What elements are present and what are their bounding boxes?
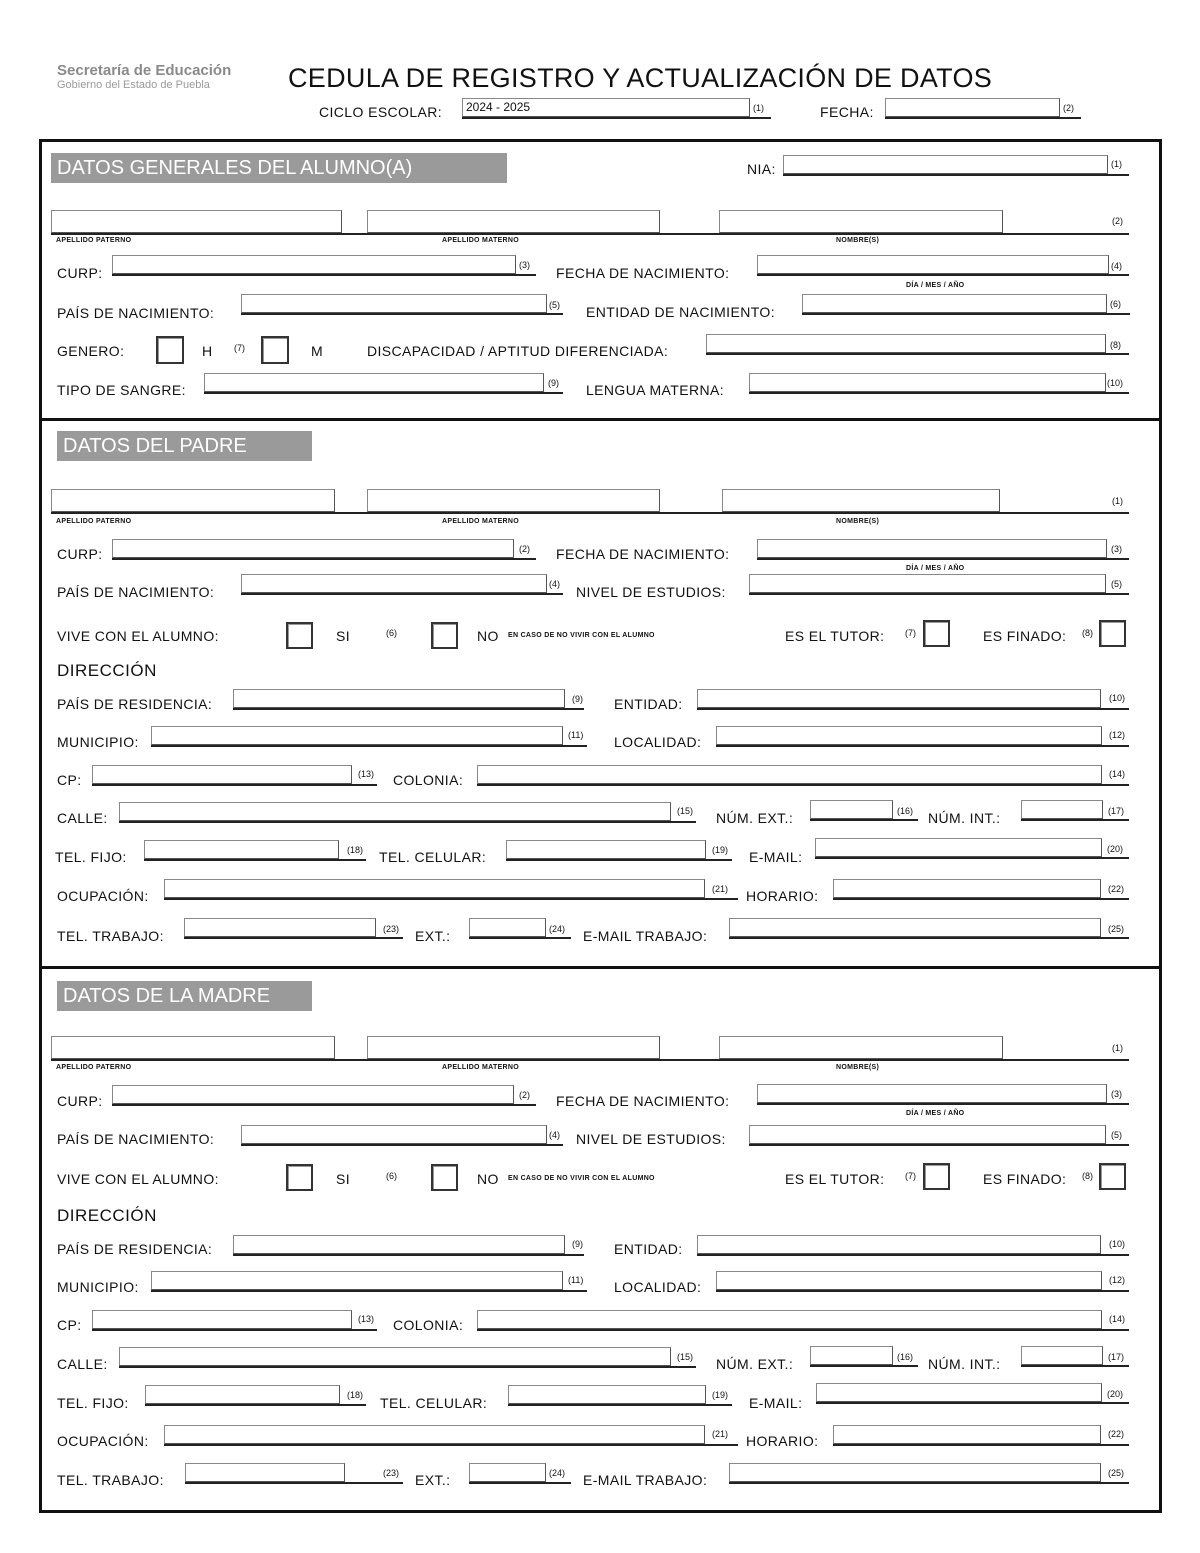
- madre-tutor-num: (7): [905, 1171, 916, 1181]
- alumno-pais-underline: [241, 313, 563, 315]
- madre-tfijo-num: (18): [347, 1390, 364, 1400]
- padre-vive-num: (6): [386, 628, 397, 638]
- madre-names-underline: [51, 1059, 1129, 1061]
- madre-pres-num: (9): [572, 1239, 583, 1249]
- padre-pais-field[interactable]: [241, 574, 547, 593]
- padre-email-num: (20): [1107, 844, 1124, 854]
- padre-horario-field[interactable]: [833, 879, 1101, 898]
- padre-ext-underline: [469, 937, 571, 939]
- madre-mun-num: (11): [568, 1275, 584, 1285]
- padre-etrab-label: E-MAIL TRABAJO:: [583, 928, 708, 944]
- madre-pais-field[interactable]: [241, 1125, 547, 1144]
- padre-curp-field[interactable]: [112, 539, 514, 558]
- alumno-disc-label: DISCAPACIDAD / APTITUD DIFERENCIADA:: [367, 343, 669, 359]
- madre-col-num: (14): [1109, 1314, 1126, 1324]
- madre-fnac-hint: DÍA / MES / AÑO: [906, 1110, 965, 1117]
- padre-loc-field[interactable]: [716, 726, 1102, 745]
- madre-pres-underline: [233, 1254, 584, 1256]
- alumno-curp-underline: [112, 274, 536, 276]
- padre-ocup-field[interactable]: [164, 879, 705, 898]
- genero-m-checkbox[interactable]: [261, 336, 289, 364]
- madre-col-field[interactable]: [477, 1310, 1102, 1329]
- madre-nint-label: NÚM. INT.:: [928, 1356, 1001, 1372]
- alumno-sangre-field[interactable]: [204, 373, 544, 392]
- padre-loc-num: (12): [1109, 730, 1126, 740]
- alumno-ap-materno-field[interactable]: [367, 210, 660, 233]
- padre-tcel-label: TEL. CELULAR:: [379, 849, 487, 865]
- padre-next-underline: [810, 819, 918, 821]
- madre-loc-underline: [716, 1290, 1129, 1292]
- padre-nombres-caption: NOMBRE(S): [836, 518, 880, 525]
- padre-horario-underline: [833, 898, 1129, 900]
- madre-next-label: NÚM. EXT.:: [716, 1356, 794, 1372]
- madre-tutor-label: ES EL TUTOR:: [785, 1171, 885, 1187]
- padre-fnac-label: FECHA DE NACIMIENTO:: [556, 546, 730, 562]
- madre-etrab-underline: [729, 1482, 1129, 1484]
- alumno-fnac-num: (4): [1111, 261, 1122, 271]
- padre-ent-field[interactable]: [697, 689, 1101, 708]
- padre-tutor-checkbox[interactable]: [923, 620, 950, 647]
- genero-h-checkbox[interactable]: [156, 336, 184, 364]
- alumno-names-underline: [51, 233, 1129, 235]
- padre-fnac-num: (3): [1111, 544, 1122, 554]
- padre-email-field[interactable]: [815, 838, 1102, 857]
- padre-nint-num: (17): [1108, 806, 1125, 816]
- padre-vive-no-checkbox[interactable]: [431, 622, 458, 649]
- padre-pais-num: (4): [549, 579, 560, 589]
- madre-curp-label: CURP:: [57, 1093, 103, 1109]
- madre-email-underline: [816, 1402, 1129, 1404]
- madre-names-num: (1): [1112, 1043, 1123, 1053]
- alumno-entidad-field[interactable]: [802, 294, 1107, 313]
- padre-direccion-heading: DIRECCIÓN: [57, 661, 157, 680]
- madre-loc-label: LOCALIDAD:: [614, 1279, 702, 1295]
- madre-ent-label: ENTIDAD:: [614, 1241, 683, 1257]
- madre-col-label: COLONIA:: [393, 1317, 464, 1333]
- padre-ap-materno-field[interactable]: [367, 489, 660, 512]
- madre-direccion-heading: DIRECCIÓN: [57, 1206, 157, 1225]
- madre-ent-num: (10): [1109, 1239, 1126, 1249]
- madre-mun-field[interactable]: [151, 1271, 563, 1290]
- madre-fnac-underline: [757, 1103, 1129, 1105]
- padre-nint-underline: [1021, 819, 1129, 821]
- alumno-curp-field[interactable]: [112, 255, 516, 274]
- padre-vive-si-checkbox[interactable]: [286, 622, 313, 649]
- alumno-fnac-underline: [757, 274, 1129, 276]
- padre-ap-materno-caption: APELLIDO MATERNO: [442, 518, 520, 525]
- padre-estudios-label: NIVEL DE ESTUDIOS:: [576, 584, 726, 600]
- padre-heading: DATOS DEL PADRE: [57, 431, 312, 461]
- padre-finado-label: ES FINADO:: [983, 628, 1067, 644]
- madre-vive-si-checkbox[interactable]: [286, 1164, 313, 1191]
- madre-ttrab-field[interactable]: [185, 1463, 345, 1482]
- madre-mun-label: MUNICIPIO:: [57, 1279, 139, 1295]
- padre-finado-checkbox[interactable]: [1099, 620, 1126, 647]
- madre-cp-underline: [92, 1329, 377, 1331]
- nia-num: (1): [1111, 159, 1122, 169]
- madre-heading: DATOS DE LA MADRE: [57, 981, 312, 1011]
- padre-horario-num: (22): [1108, 884, 1125, 894]
- alumno-pais-field[interactable]: [241, 294, 547, 313]
- padre-nombres-field[interactable]: [722, 489, 1000, 512]
- nia-label: NIA:: [747, 161, 776, 177]
- madre-fnac-num: (3): [1111, 1089, 1122, 1099]
- madre-horario-num: (22): [1108, 1429, 1125, 1439]
- padre-next-field[interactable]: [810, 800, 893, 819]
- madre-ent-field[interactable]: [697, 1235, 1101, 1254]
- padre-pres-underline: [233, 708, 584, 710]
- padre-tcel-field[interactable]: [506, 840, 706, 859]
- madre-pres-label: PAÍS DE RESIDENCIA:: [57, 1241, 213, 1257]
- alumno-heading: DATOS GENERALES DEL ALUMNO(A): [51, 153, 507, 183]
- alumno-fnac-field[interactable]: [757, 255, 1109, 274]
- genero-m-label: M: [311, 343, 324, 359]
- padre-tcel-underline: [506, 859, 732, 861]
- padre-pais-label: PAÍS DE NACIMIENTO:: [57, 584, 215, 600]
- alumno-pais-label: PAÍS DE NACIMIENTO:: [57, 305, 215, 321]
- alumno-lengua-field[interactable]: [749, 373, 1106, 392]
- padre-vive-label: VIVE CON EL ALUMNO:: [57, 628, 219, 644]
- padre-col-underline: [477, 784, 1129, 786]
- padre-tfijo-underline: [144, 859, 366, 861]
- padre-tfijo-label: TEL. FIJO:: [55, 849, 127, 865]
- padre-curp-num: (2): [519, 544, 530, 554]
- padre-tcel-num: (19): [712, 845, 729, 855]
- padre-mun-label: MUNICIPIO:: [57, 734, 139, 750]
- madre-tcel-underline: [508, 1404, 732, 1406]
- madre-calle-label: CALLE:: [57, 1356, 108, 1372]
- madre-next-field[interactable]: [810, 1346, 893, 1365]
- padre-etrab-field[interactable]: [729, 918, 1101, 937]
- padre-tfijo-field[interactable]: [144, 840, 339, 859]
- padre-ttrab-field[interactable]: [184, 918, 376, 937]
- madre-ext-underline: [469, 1482, 571, 1484]
- padre-curp-underline: [112, 558, 536, 560]
- padre-ocup-underline: [164, 898, 738, 900]
- padre-fnac-hint: DÍA / MES / AÑO: [906, 565, 965, 572]
- ciclo-num: (1): [753, 103, 764, 113]
- logo: [57, 62, 231, 92]
- alumno-lengua-num: (10): [1107, 378, 1124, 388]
- madre-ext-field[interactable]: [469, 1463, 546, 1482]
- padre-fnac-field[interactable]: [757, 539, 1107, 558]
- madre-ent-underline: [697, 1254, 1129, 1256]
- page-title: CEDULA DE REGISTRO Y ACTUALIZACIÓN DE DATOS: [288, 63, 993, 93]
- padre-tfijo-num: (18): [347, 845, 364, 855]
- alumno-nombres-caption: NOMBRE(S): [836, 237, 880, 244]
- madre-tutor-checkbox[interactable]: [923, 1163, 950, 1190]
- madre-next-num: (16): [897, 1352, 914, 1362]
- padre-ent-label: ENTIDAD:: [614, 696, 683, 712]
- alumno-ap-materno-caption: APELLIDO MATERNO: [442, 237, 520, 244]
- ciclo-label: CICLO ESCOLAR:: [319, 104, 443, 120]
- madre-email-num: (20): [1107, 1389, 1124, 1399]
- ciclo-underline: [462, 117, 771, 119]
- madre-cp-field[interactable]: [92, 1310, 352, 1329]
- madre-finado-label: ES FINADO:: [983, 1171, 1067, 1187]
- madre-pais-label: PAÍS DE NACIMIENTO:: [57, 1131, 215, 1147]
- madre-ttrab-label: TEL. TRABAJO:: [57, 1472, 164, 1488]
- madre-horario-underline: [833, 1444, 1129, 1446]
- madre-tfijo-underline: [145, 1404, 366, 1406]
- padre-nint-field[interactable]: [1021, 800, 1103, 819]
- alumno-ap-paterno-field[interactable]: [51, 210, 342, 233]
- ciclo-field[interactable]: 2024 - 2025: [462, 98, 750, 117]
- fecha-label: FECHA:: [820, 104, 874, 120]
- alumno-entidad-num: (6): [1110, 299, 1121, 309]
- alumno-fnac-label: FECHA DE NACIMIENTO:: [556, 265, 730, 281]
- madre-tcel-label: TEL. CELULAR:: [380, 1395, 488, 1411]
- padre-pres-num: (9): [572, 694, 583, 704]
- logo-title: Secretaría de Educación: [57, 62, 232, 79]
- madre-ap-paterno-field[interactable]: [51, 1036, 335, 1059]
- madre-cp-label: CP:: [57, 1317, 82, 1333]
- padre-estudios-underline: [749, 593, 1129, 595]
- madre-nint-underline: [1021, 1365, 1129, 1367]
- madre-tfijo-field[interactable]: [145, 1385, 340, 1404]
- madre-estudios-num: (5): [1111, 1130, 1122, 1140]
- alumno-lengua-label: LENGUA MATERNA:: [586, 382, 724, 398]
- alumno-pais-num: (5): [549, 300, 560, 310]
- nia-field[interactable]: [783, 155, 1108, 174]
- padre-calle-underline: [119, 821, 696, 823]
- fecha-num: (2): [1063, 103, 1074, 113]
- alumno-entidad-underline: [802, 313, 1130, 315]
- padre-tutor-label: ES EL TUTOR:: [785, 628, 885, 644]
- padre-names-underline: [51, 512, 1129, 514]
- padre-finado-num: (8): [1082, 628, 1093, 638]
- madre-nombres-caption: NOMBRE(S): [836, 1064, 880, 1071]
- padre-ttrab-underline: [184, 937, 403, 939]
- nia-underline: [783, 174, 1129, 176]
- madre-curp-underline: [112, 1104, 536, 1106]
- padre-mun-field[interactable]: [151, 726, 563, 745]
- madre-tcel-field[interactable]: [508, 1385, 706, 1404]
- madre-vive-no-hint: EN CASO DE NO VIVIR CON EL ALUMNO: [508, 1175, 655, 1182]
- genero-h-label: H: [202, 343, 213, 359]
- madre-pres-field[interactable]: [233, 1235, 565, 1254]
- madre-etrab-num: (25): [1108, 1468, 1125, 1478]
- alumno-names-num: (2): [1112, 216, 1123, 226]
- madre-curp-num: (2): [519, 1090, 530, 1100]
- padre-vive-no-label: NO: [477, 628, 499, 644]
- alumno-ap-paterno-caption: APELLIDO PATERNO: [56, 237, 132, 244]
- alumno-entidad-label: ENTIDAD DE NACIMIENTO:: [586, 304, 776, 320]
- madre-horario-field[interactable]: [833, 1425, 1101, 1444]
- madre-loc-num: (12): [1109, 1275, 1126, 1285]
- madre-mun-underline: [151, 1290, 587, 1292]
- padre-cp-num: (13): [358, 769, 375, 779]
- padre-calle-num: (15): [677, 806, 694, 816]
- genero-num: (7): [234, 343, 245, 353]
- padre-col-field[interactable]: [477, 765, 1102, 784]
- madre-nombres-field[interactable]: [719, 1036, 1003, 1059]
- padre-names-num: (1): [1112, 496, 1123, 506]
- padre-ap-paterno-field[interactable]: [51, 489, 335, 512]
- padre-curp-label: CURP:: [57, 546, 103, 562]
- madre-ext-num: (24): [549, 1468, 566, 1478]
- madre-finado-num: (8): [1082, 1171, 1093, 1181]
- madre-horario-label: HORARIO:: [746, 1433, 819, 1449]
- padre-horario-label: HORARIO:: [746, 888, 819, 904]
- padre-loc-label: LOCALIDAD:: [614, 734, 702, 750]
- padre-email-label: E-MAIL:: [749, 849, 803, 865]
- madre-email-label: E-MAIL:: [749, 1395, 803, 1411]
- padre-ent-underline: [697, 708, 1129, 710]
- padre-etrab-underline: [729, 937, 1129, 939]
- madre-finado-checkbox[interactable]: [1099, 1163, 1126, 1190]
- madre-email-field[interactable]: [816, 1383, 1102, 1402]
- alumno-sangre-underline: [204, 392, 563, 394]
- madre-vive-no-checkbox[interactable]: [431, 1164, 458, 1191]
- padre-ttrab-label: TEL. TRABAJO:: [57, 928, 164, 944]
- alumno-sangre-label: TIPO DE SANGRE:: [57, 382, 186, 398]
- madre-vive-no-label: NO: [477, 1171, 499, 1187]
- madre-ocup-label: OCUPACIÓN:: [57, 1433, 149, 1449]
- madre-estudios-label: NIVEL DE ESTUDIOS:: [576, 1131, 726, 1147]
- padre-col-num: (14): [1109, 769, 1126, 779]
- padre-nint-label: NÚM. INT.:: [928, 810, 1001, 826]
- padre-ttrab-num: (23): [383, 924, 400, 934]
- madre-ap-paterno-caption: APELLIDO PATERNO: [56, 1064, 132, 1071]
- fecha-field[interactable]: [885, 98, 1060, 117]
- padre-ext-field[interactable]: [469, 918, 546, 937]
- alumno-lengua-underline: [749, 392, 1129, 394]
- padre-calle-label: CALLE:: [57, 810, 108, 826]
- padre-cp-field[interactable]: [92, 765, 352, 784]
- madre-ocup-underline: [164, 1444, 738, 1446]
- fecha-underline: [885, 117, 1081, 119]
- alumno-nombres-field[interactable]: [719, 210, 1003, 233]
- madre-pais-underline: [241, 1144, 563, 1146]
- madre-ocup-num: (21): [712, 1429, 729, 1439]
- padre-tutor-num: (7): [905, 628, 916, 638]
- padre-pres-label: PAÍS DE RESIDENCIA:: [57, 696, 213, 712]
- madre-ext-label: EXT.:: [415, 1472, 451, 1488]
- madre-etrab-label: E-MAIL TRABAJO:: [583, 1472, 708, 1488]
- madre-ttrab-underline: [185, 1482, 403, 1484]
- padre-pais-underline: [241, 593, 563, 595]
- madre-estudios-underline: [749, 1144, 1129, 1146]
- padre-col-label: COLONIA:: [393, 772, 464, 788]
- alumno-disc-field[interactable]: [706, 334, 1106, 353]
- padre-etrab-num: (25): [1108, 924, 1125, 934]
- madre-fnac-label: FECHA DE NACIMIENTO:: [556, 1093, 730, 1109]
- madre-calle-underline: [119, 1366, 696, 1368]
- madre-tfijo-label: TEL. FIJO:: [57, 1395, 129, 1411]
- padre-cp-underline: [92, 784, 377, 786]
- padre-ext-label: EXT.:: [415, 928, 451, 944]
- padre-cp-label: CP:: [57, 772, 82, 788]
- madre-pais-num: (4): [549, 1130, 560, 1140]
- madre-vive-si-label: SI: [336, 1171, 351, 1187]
- madre-etrab-field[interactable]: [729, 1463, 1101, 1482]
- padre-ent-num: (10): [1109, 693, 1126, 703]
- madre-vive-num: (6): [386, 1171, 397, 1181]
- alumno-genero-label: GENERO:: [57, 343, 125, 359]
- padre-mun-num: (11): [568, 730, 584, 740]
- padre-email-underline: [815, 857, 1129, 859]
- madre-cp-num: (13): [358, 1314, 375, 1324]
- alumno-disc-underline: [706, 353, 1129, 355]
- padre-loc-underline: [716, 745, 1129, 747]
- madre-col-underline: [477, 1329, 1129, 1331]
- madre-curp-field[interactable]: [112, 1085, 514, 1104]
- madre-fnac-field[interactable]: [757, 1084, 1107, 1103]
- alumno-disc-num: (8): [1110, 340, 1121, 350]
- madre-ap-materno-caption: APELLIDO MATERNO: [442, 1064, 520, 1071]
- madre-ttrab-num: (23): [383, 1468, 400, 1478]
- padre-ocup-num: (21): [712, 884, 729, 894]
- alumno-curp-num: (3): [519, 260, 530, 270]
- madre-nint-num: (17): [1108, 1352, 1125, 1362]
- madre-estudios-field[interactable]: [749, 1125, 1106, 1144]
- padre-ap-paterno-caption: APELLIDO PATERNO: [56, 518, 132, 525]
- logo-subtitle: Gobierno del Estado de Puebla: [57, 79, 210, 91]
- madre-vive-label: VIVE CON EL ALUMNO:: [57, 1171, 219, 1187]
- padre-estudios-num: (5): [1111, 579, 1122, 589]
- padre-vive-si-label: SI: [336, 628, 351, 644]
- madre-calle-num: (15): [677, 1352, 694, 1362]
- padre-vive-no-hint: EN CASO DE NO VIVIR CON EL ALUMNO: [508, 632, 655, 639]
- alumno-sangre-num: (9): [548, 378, 559, 388]
- alumno-curp-label: CURP:: [57, 265, 103, 281]
- madre-ocup-field[interactable]: [164, 1425, 705, 1444]
- padre-next-label: NÚM. EXT.:: [716, 810, 794, 826]
- padre-ocup-label: OCUPACIÓN:: [57, 888, 149, 904]
- madre-calle-field[interactable]: [119, 1347, 671, 1366]
- padre-estudios-field[interactable]: [749, 574, 1106, 593]
- madre-next-underline: [810, 1365, 918, 1367]
- padre-mun-underline: [151, 745, 587, 747]
- madre-loc-field[interactable]: [716, 1271, 1102, 1290]
- madre-nint-field[interactable]: [1021, 1346, 1103, 1365]
- madre-tcel-num: (19): [712, 1390, 729, 1400]
- padre-next-num: (16): [897, 806, 914, 816]
- padre-ext-num: (24): [549, 924, 566, 934]
- madre-ap-materno-field[interactable]: [367, 1036, 660, 1059]
- alumno-fnac-hint: DÍA / MES / AÑO: [906, 282, 965, 289]
- padre-fnac-underline: [757, 558, 1129, 560]
- padre-pres-field[interactable]: [233, 689, 565, 708]
- padre-calle-field[interactable]: [119, 802, 671, 821]
